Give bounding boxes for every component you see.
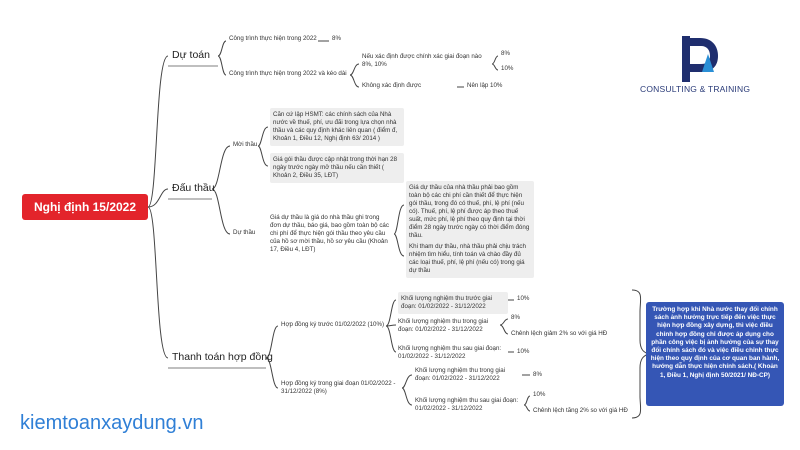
du-thau-label[interactable]: Dự thầu (233, 229, 256, 236)
hd2-k1[interactable]: Khối lượng nghiệm thu trong giai đoạn: 01/02/2022 - 31/12/2022 (415, 367, 506, 382)
hd1-k2-value: 8% (511, 314, 520, 321)
hd2-k1-value: 8% (533, 371, 542, 378)
callout-note: Trường hợp khi Nhà nước thay đổi chính sách ảnh hưởng trực tiếp đến việc thực hiện hợp đồng xây dựng, thì việc điều chỉnh hợp đồng chỉ được áp dụng cho phần công việc bị ảnh hưởng của sự thay đổi chính sách đó và việc điều chỉnh thực hiện theo quy định của cơ quan ban hành, hướng dẫn thực hiện chính sách.( Khoản 1, Điều 1, Nghị định 50/2021/ NĐ-CP) (646, 302, 784, 406)
hd2-k2-note: Chênh lệch tăng 2% so với giá HĐ (533, 407, 628, 414)
hd2-k2[interactable]: Khối lượng nghiệm thu sau giai đoạn: 01/02/2022 - 31/12/2022 (415, 397, 519, 412)
du-thau-note-1: Giá dự thầu của nhà thầu phải bao gồm toàn bộ các chi phí cần thiết để thực hiện gói thầu, trong đó có thuế, phí, lệ phí (nếu có). Thuế, phí, lệ phí được áp theo thuế suất, mức phí, lệ phí theo quy định tại thời điểm 28 ngày trước ngày có thời điểm đóng thầu. (406, 181, 534, 243)
hd1-k1[interactable]: Khối lượng nghiệm thu trước giai đoạn: 01/02/2022 - 31/12/2022 (398, 292, 508, 314)
moi-thau-note-2: Giá gói thầu được cập nhật trong thời hạn 28 ngày trước ngày mở thầu nếu cần thiết ( Khoản 2, Điều 35, LĐT) (270, 153, 404, 183)
hd1-k3-value: 10% (517, 348, 530, 355)
du-toan-item-1[interactable]: Công trình thực hiện trong 2022 (229, 35, 317, 42)
du-thau-desc: Giá dự thầu là giá do nhà thầu ghi trong đơn dự thầu, báo giá, bao gồm toàn bộ các chi phí để thực hiện gói thầu theo yêu cầu của hồ sơ mời thầu, hồ sơ yêu cầu (Khoản 17, Điều 4, LĐT) (270, 214, 389, 253)
hd1-k1-value: 10% (517, 295, 530, 302)
hd2-label[interactable]: Hợp đồng ký trong giai đoạn 01/02/2022 - 31/12/2022 (8%) (281, 380, 396, 395)
du-toan-sub-1[interactable]: Nếu xác định được chính xác giai đoạn nào 8%, 10% (362, 53, 482, 68)
branch-du-toan[interactable]: Dự toán (172, 49, 210, 61)
root-label: Nghị định 15/2022 (33, 200, 137, 214)
du-toan-sub-2-value: Nên lập 10% (467, 82, 503, 89)
moi-thau-label[interactable]: Mời thầu (233, 141, 258, 148)
hd1-k3[interactable]: Khối lượng nghiệm thu sau giai đoạn: 01/02/2022 - 31/12/2022 (398, 345, 502, 360)
branch-dau-thau[interactable]: Đấu thầu (172, 182, 215, 194)
branch-thanh-toan[interactable]: Thanh toán hợp đồng (172, 351, 273, 363)
hd1-label[interactable]: Hợp đồng ký trước 01/02/2022 (10%) (281, 321, 385, 328)
logo-text: CONSULTING & TRAINING (640, 84, 751, 94)
hd1-k2-note: Chênh lệch giảm 2% so với giá HĐ (511, 330, 608, 337)
hd1-k2[interactable]: Khối lượng nghiệm thu trong giai đoạn: 01/02/2022 - 31/12/2022 (398, 318, 489, 333)
du-thau-note-2: Khi tham dự thầu, nhà thầu phải chịu trách nhiệm tìm hiểu, tính toán và chào đầy đủ các loại thuế, phí, lệ phí (nếu có) trong giá dự thầu (406, 240, 534, 278)
moi-thau-note-1: Căn cứ lập HSMT: các chính sách của Nhà nước về thuế, phí, ưu đãi trong lựa chọn nhà thầu và các quy định khác liên quan ( điểm đ, Khoản 1, Điều 12, Nghị định 63/ 2014 ) (270, 108, 404, 146)
du-toan-sub-1-b: 10% (501, 65, 514, 72)
watermark-text: kiemtoanxaydung.vn (20, 412, 204, 434)
hd2-k2-value: 10% (533, 391, 546, 398)
du-toan-item-1-value: 8% (332, 35, 341, 42)
du-toan-sub-2[interactable]: Không xác định được (362, 82, 422, 89)
du-toan-item-2[interactable]: Công trình thực hiện trong 2022 và kéo dài (229, 70, 347, 77)
du-toan-sub-1-a: 8% (501, 50, 510, 57)
root-node[interactable] (22, 194, 148, 220)
